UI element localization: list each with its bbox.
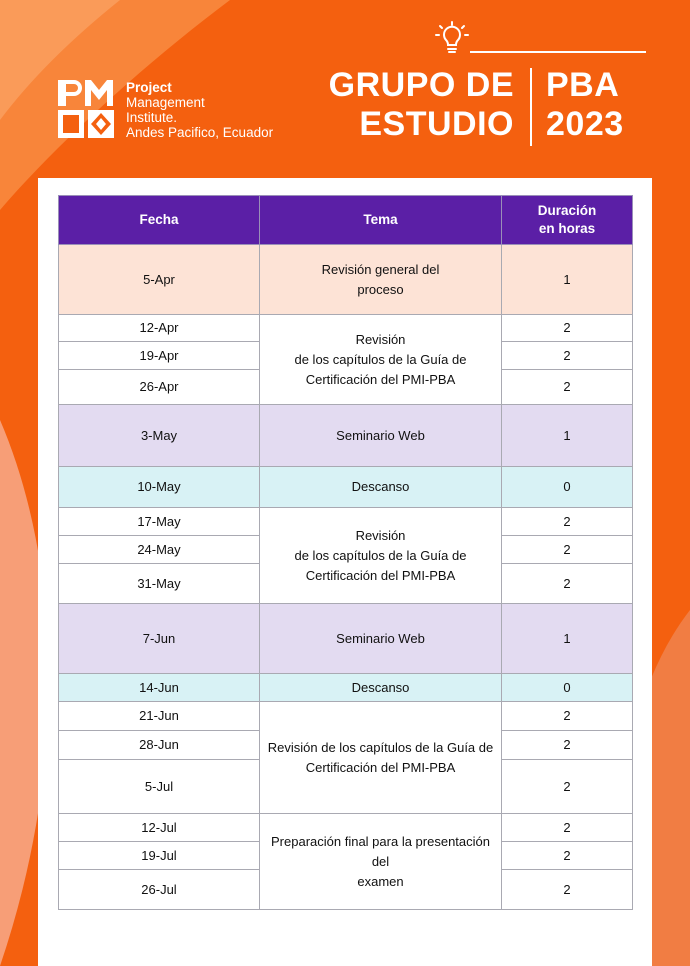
title-left-line-2: ESTUDIO xyxy=(359,105,514,143)
tema-line: Revisión xyxy=(355,527,406,543)
tema-cell: Seminario Web xyxy=(260,405,502,467)
header-rule xyxy=(470,51,646,53)
fecha-cell: 28-Jun xyxy=(59,731,260,760)
fecha-cell: 21-Jun xyxy=(59,702,260,731)
hours-cell: 2 xyxy=(502,315,633,342)
hours-cell: 2 xyxy=(502,342,633,370)
fecha-cell: 26-Apr xyxy=(59,370,260,405)
org-line-2: Management xyxy=(126,95,205,110)
hours-cell: 2 xyxy=(502,370,633,405)
header-duracion-line-2: en horas xyxy=(538,221,596,236)
tema-line: del xyxy=(371,853,390,869)
fecha-cell: 12-Jul xyxy=(59,814,260,842)
tema-line: Revisión de los capítulos de la Guía de xyxy=(267,739,494,755)
title-grupo-estudio xyxy=(300,66,514,144)
org-line-3: Institute. xyxy=(126,110,178,125)
table-row xyxy=(59,604,633,674)
header xyxy=(0,0,690,178)
fecha-cell: 5-Apr xyxy=(59,245,260,315)
tema-cell xyxy=(260,315,502,405)
header-duracion-line-1: Duración xyxy=(537,203,597,218)
org-name xyxy=(126,80,273,140)
table-row xyxy=(59,814,633,842)
hours-cell: 2 xyxy=(502,870,633,910)
fecha-cell: 24-May xyxy=(59,536,260,564)
fecha-cell: 3-May xyxy=(59,405,260,467)
tema-line: Certificación del PMI-PBA xyxy=(305,759,456,775)
title-left-line-1: GRUPO DE xyxy=(328,66,514,104)
tema-cell xyxy=(260,245,502,315)
tema-line: Certificación del PMI-PBA xyxy=(305,567,456,583)
hours-cell: 0 xyxy=(502,467,633,508)
hours-cell: 0 xyxy=(502,674,633,702)
tema-cell xyxy=(260,702,502,814)
org-line-4: Andes Pacifico, Ecuador xyxy=(126,125,274,140)
lightbulb-icon xyxy=(434,20,470,56)
table-row xyxy=(59,245,633,315)
fecha-cell: 14-Jun xyxy=(59,674,260,702)
hours-cell: 2 xyxy=(502,760,633,814)
hours-cell: 2 xyxy=(502,814,633,842)
hours-cell: 2 xyxy=(502,731,633,760)
fecha-cell: 10-May xyxy=(59,467,260,508)
title-divider xyxy=(530,68,532,146)
table-row xyxy=(59,315,633,342)
tema-line: Revisión general del xyxy=(321,261,440,277)
header-fecha: Fecha xyxy=(59,196,260,245)
hours-cell: 1 xyxy=(502,604,633,674)
fecha-cell: 26-Jul xyxy=(59,870,260,910)
header-tema: Tema xyxy=(260,196,502,245)
tema-line: proceso xyxy=(357,281,404,297)
tema-line: Preparación final para la presentación xyxy=(271,833,490,849)
tema-cell: Descanso xyxy=(260,674,502,702)
table-row xyxy=(59,467,633,508)
hours-cell: 1 xyxy=(502,245,633,315)
tema-line: examen xyxy=(357,873,404,889)
fecha-cell: 19-Apr xyxy=(59,342,260,370)
fecha-cell: 31-May xyxy=(59,564,260,604)
tema-line: de los capítulos de la Guía de xyxy=(294,351,467,367)
tema-cell xyxy=(260,814,502,910)
tema-cell: Descanso xyxy=(260,467,502,508)
schedule-table xyxy=(58,195,633,910)
tema-cell xyxy=(260,508,502,604)
tema-cell: Seminario Web xyxy=(260,604,502,674)
fecha-cell: 17-May xyxy=(59,508,260,536)
header-duracion xyxy=(502,196,633,245)
hours-cell: 1 xyxy=(502,405,633,467)
table-row xyxy=(59,405,633,467)
fecha-cell: 5-Jul xyxy=(59,760,260,814)
fecha-cell: 7-Jun xyxy=(59,604,260,674)
table-header-row xyxy=(59,196,633,245)
hours-cell: 2 xyxy=(502,508,633,536)
fecha-cell: 12-Apr xyxy=(59,315,260,342)
hours-cell: 2 xyxy=(502,842,633,870)
title-right-line-2: 2023 xyxy=(546,105,624,143)
table-row xyxy=(59,508,633,536)
table-row xyxy=(59,702,633,731)
hours-cell: 2 xyxy=(502,702,633,731)
tema-line: de los capítulos de la Guía de xyxy=(294,547,467,563)
title-right-line-1: PBA xyxy=(546,66,620,104)
table-row xyxy=(59,674,633,702)
org-line-1: Project xyxy=(126,80,172,95)
pmi-logo-icon xyxy=(58,80,118,138)
tema-line: Revisión xyxy=(355,331,406,347)
fecha-cell: 19-Jul xyxy=(59,842,260,870)
title-pba-2023 xyxy=(546,66,624,144)
hours-cell: 2 xyxy=(502,564,633,604)
tema-line: Certificación del PMI-PBA xyxy=(305,371,456,387)
hours-cell: 2 xyxy=(502,536,633,564)
